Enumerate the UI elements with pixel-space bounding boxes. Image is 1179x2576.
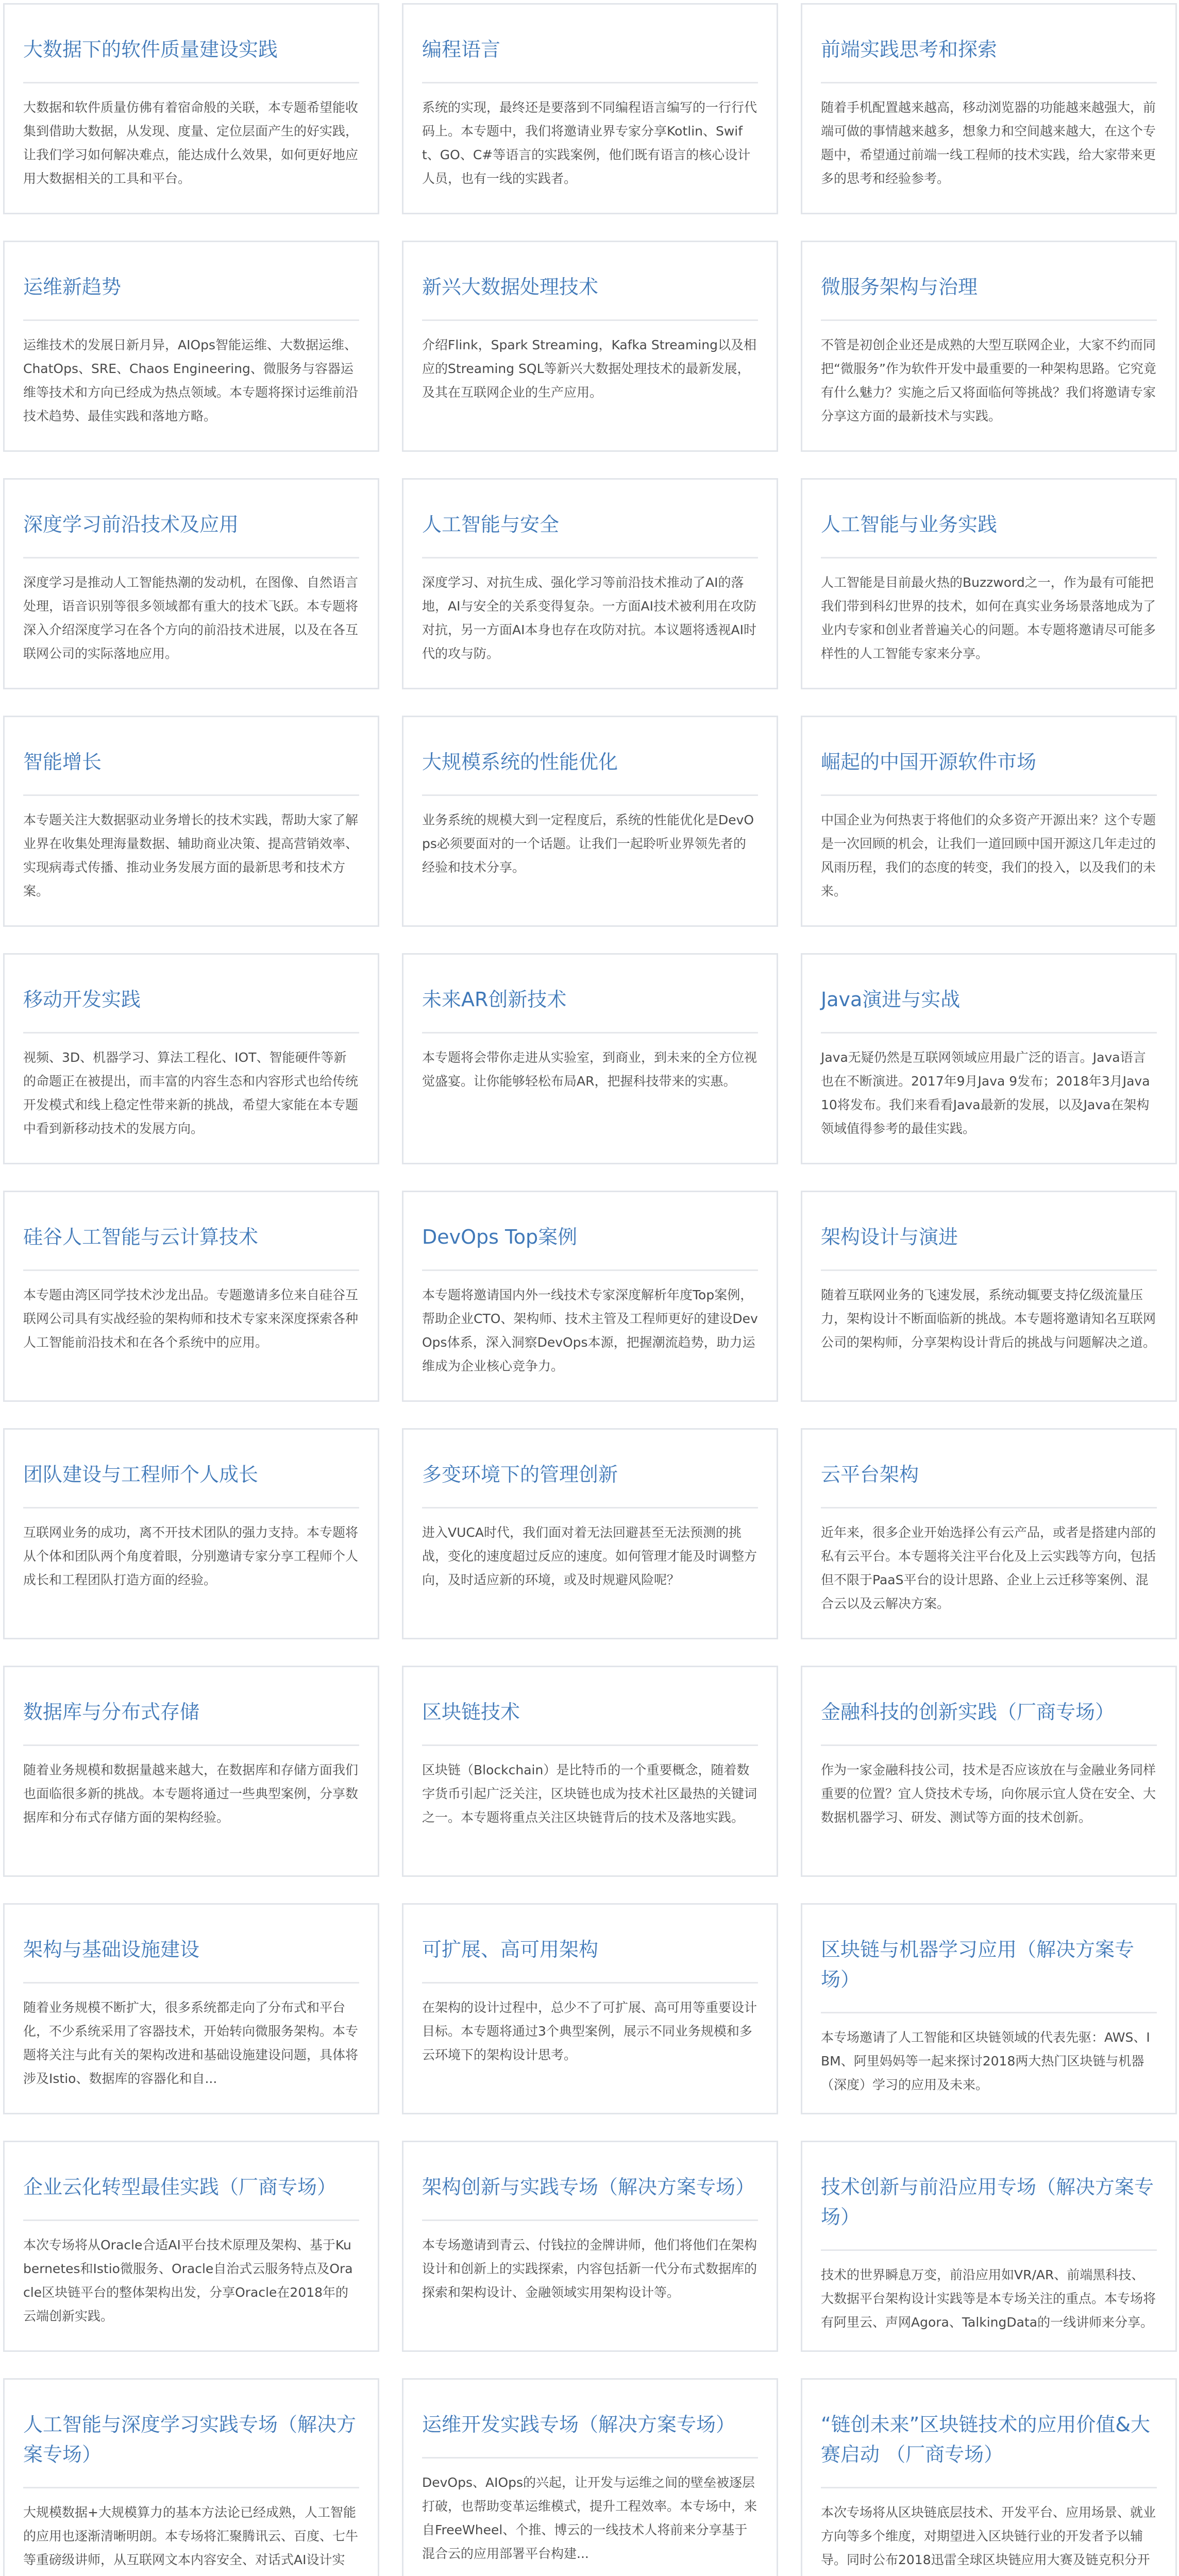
topic-description: 系统的实现，最终还是要落到不同编程语言编写的一行行代码上。本专题中，我们将邀请业界专家分享Kotlin、Swift、GO、C#等语言的实践案例，他们既有语言的核心设计人员，也有一线的实践者。 bbox=[422, 100, 757, 186]
topic-card[interactable] bbox=[801, 3, 1177, 214]
topic-title[interactable]: 前端实践思考和探索 bbox=[821, 35, 1157, 83]
topic-title[interactable]: 企业云化转型最佳实践（厂商专场） bbox=[23, 2172, 359, 2221]
topic-description: 本专题由湾区同学技术沙龙出品。专题邀请多位来自硅谷互联网公司具有实战经验的架构师和技术专家来深度探索各种人工智能前沿技术和在各个系统中的应用。 bbox=[23, 1287, 359, 1350]
topic-title[interactable]: 新兴大数据处理技术 bbox=[422, 272, 758, 321]
topic-description: 中国企业为何热衷于将他们的众多资产开源出来？这个专题是一次回顾的机会，让我们一道回顾中国开源这几年走过的风雨历程，我们的态度的转变，我们的投入，以及我们的未来。 bbox=[821, 812, 1156, 899]
topic-card[interactable] bbox=[3, 3, 379, 214]
topic-description: 大规模数据+大规模算力的基本方法论已经成熟，人工智能的应用也逐渐清晰明朗。本专场将汇聚腾讯云、百度、七牛等重磅级讲师，从互联网文本内容安全、对话式AI设计实 bbox=[23, 2505, 359, 2567]
topic-title[interactable]: Java演进与实战 bbox=[821, 985, 1157, 1033]
topic-card[interactable] bbox=[3, 716, 379, 927]
topic-description: 进入VUCA时代，我们面对着无法回避甚至无法预测的挑战，变化的速度超过反应的速度。如何管理才能及时调整方向，及时适应新的环境，或及时规避风险呢？ bbox=[422, 1525, 757, 1587]
topic-card[interactable] bbox=[3, 241, 379, 452]
topic-title[interactable]: 大数据下的软件质量建设实践 bbox=[23, 35, 359, 83]
topic-description: 互联网业务的成功，离不开技术团队的强力支持。本专题将从个体和团队两个角度着眼，分别邀请专家分享工程师个人成长和工程团队打造方面的经验。 bbox=[23, 1525, 359, 1587]
topic-description: 介绍Flink，Spark Streaming，Kafka Streaming以及相应的Streaming SQL等新兴大数据处理技术的最新发展，及其在互联网企业的生产应用。 bbox=[422, 337, 756, 400]
topic-description: 作为一家金融科技公司，技术是否应该放在与金融业务同样重要的位置？宜人贷技术专场，向你展示宜人贷在安全、大数据机器学习、研发、测试等方面的技术创新。 bbox=[821, 1762, 1156, 1825]
topic-card[interactable] bbox=[402, 478, 778, 689]
topic-card[interactable] bbox=[402, 1428, 778, 1639]
topic-title[interactable]: 编程语言 bbox=[422, 35, 758, 83]
topic-description: 本专题将会带你走进从实验室，到商业，到未来的全方位视觉盛宴。让你能够轻松布局AR，把握科技带来的实惠。 bbox=[422, 1050, 757, 1089]
topic-card[interactable] bbox=[3, 478, 379, 689]
topic-title[interactable]: 人工智能与深度学习实践专场（解决方案专场） bbox=[23, 2410, 359, 2488]
topic-title[interactable]: 人工智能与安全 bbox=[422, 510, 758, 558]
topic-title[interactable]: 智能增长 bbox=[23, 747, 359, 796]
topic-description: Java无疑仍然是互联网领域应用最广泛的语言。Java语言也在不断演进。2017年9月Java 9发布；2018年3月Java 10将发布。我们来看看Java最新的发展，以及Java在架构领域值得参考的最佳实践。 bbox=[821, 1050, 1150, 1136]
topic-card[interactable] bbox=[801, 716, 1177, 927]
topic-title[interactable]: 团队建设与工程师个人成长 bbox=[23, 1460, 359, 1509]
topic-card[interactable] bbox=[402, 241, 778, 452]
topic-card[interactable] bbox=[3, 2141, 379, 2352]
topic-title[interactable]: 区块链与机器学习应用（解决方案专场） bbox=[821, 1935, 1157, 2013]
topic-title[interactable]: 运维开发实践专场（解决方案专场） bbox=[422, 2410, 758, 2459]
topic-card[interactable] bbox=[402, 716, 778, 927]
topic-description: 大数据和软件质量仿佛有着宿命般的关联，本专题希望能收集到借助大数据，从发现、度量、定位层面产生的好实践，让我们学习如何解决难点，能达成什么效果，如何更好地应用大数据相关的工具和平台。 bbox=[23, 100, 359, 186]
topic-description: 技术的世界瞬息万变，前沿应用如VR/AR、前端黑科技、大数据平台架构设计实践等是本专场关注的重点。本专场将有阿里云、声网Agora、TalkingData的一线讲师来分享。 bbox=[821, 2267, 1156, 2330]
topic-title[interactable]: 人工智能与业务实践 bbox=[821, 510, 1157, 558]
topic-card[interactable] bbox=[402, 2378, 778, 2576]
topic-title[interactable]: 金融科技的创新实践（厂商专场） bbox=[821, 1697, 1157, 1746]
topic-description: 在架构的设计过程中，总少不了可扩展、高可用等重要设计目标。本专题将通过3个典型案例，展示不同业务规模和多云环境下的架构设计思考。 bbox=[422, 2000, 757, 2062]
topic-title[interactable]: 架构与基础设施建设 bbox=[23, 1935, 359, 1984]
topic-card[interactable] bbox=[3, 1666, 379, 1877]
topic-card[interactable] bbox=[801, 1191, 1177, 1402]
topic-description: 本次专场将从区块链底层技术、开发平台、应用场景、就业方向等多个维度，对期望进入区块链行业的开发者予以辅导。同时公布2018迅雷全球区块链应用大赛及链克积分开 bbox=[821, 2505, 1156, 2567]
topic-card[interactable] bbox=[402, 2141, 778, 2352]
topic-title[interactable]: “链创未来”区块链技术的应用价值&大赛启动 （厂商专场） bbox=[821, 2410, 1157, 2488]
topic-description: 随着手机配置越来越高，移动浏览器的功能越来越强大，前端可做的事情越来越多，想象力和空间越来越大，在这个专题中，希望通过前端一线工程师的技术实践，给大家带来更多的思考和经验参考。 bbox=[821, 100, 1156, 186]
topic-description: 视频、3D、机器学习、算法工程化、IOT、智能硬件等新的命题正在被提出，而丰富的内容生态和内容形式也给传统开发模式和线上稳定性带来新的挑战，希望大家能在本专题中看到新移动技术的发展方向。 bbox=[23, 1050, 359, 1136]
topic-card[interactable] bbox=[801, 2141, 1177, 2352]
topic-card[interactable] bbox=[402, 953, 778, 1164]
topic-description: 人工智能是目前最火热的Buzzword之一，作为最有可能把我们带到科幻世界的技术，如何在真实业务场景落地成为了业内专家和创业者普遍关心的问题。本专题将邀请尽可能多样性的人工智能专家来分享。 bbox=[821, 575, 1156, 661]
topic-title[interactable]: 架构设计与演进 bbox=[821, 1222, 1157, 1271]
topic-description: 随着业务规模和数据量越来越大，在数据库和存储方面我们也面临很多新的挑战。本专题将通过一些典型案例，分享数据库和分布式存储方面的架构经验。 bbox=[23, 1762, 359, 1825]
topic-title[interactable]: 运维新趋势 bbox=[23, 272, 359, 321]
topic-description: 深度学习是推动人工智能热潮的发动机，在图像、自然语言处理，语音识别等很多领域都有重大的技术飞跃。本专题将深入介绍深度学习在各个方向的前沿技术进展，以及在各互联网公司的实际落地应用。 bbox=[23, 575, 359, 661]
topic-title[interactable]: 硅谷人工智能与云计算技术 bbox=[23, 1222, 359, 1271]
topic-title[interactable]: 多变环境下的管理创新 bbox=[422, 1460, 758, 1509]
topic-card[interactable] bbox=[3, 1191, 379, 1402]
topic-card[interactable] bbox=[3, 1428, 379, 1639]
topic-description: 区块链（Blockchain）是比特币的一个重要概念，随着数字货币引起广泛关注，区块链也成为技术社区最热的关键词之一。本专题将重点关注区块链背后的技术及落地实践。 bbox=[422, 1762, 757, 1825]
topic-title[interactable]: DevOps Top案例 bbox=[422, 1222, 758, 1271]
topic-title[interactable]: 区块链技术 bbox=[422, 1697, 758, 1746]
topic-description: 不管是初创企业还是成熟的大型互联网企业，大家不约而同把“微服务”作为软件开发中最重要的一种架构思路。它究竟有什么魅力？实施之后又将面临何等挑战？我们将邀请专家分享这方面的最新技术与实践。 bbox=[821, 337, 1156, 423]
topic-card[interactable] bbox=[3, 1903, 379, 2114]
topic-description: 随着业务规模不断扩大，很多系统都走向了分布式和平台化，不少系统采用了容器技术，开始转向微服务架构。本专题将关注与此有关的架构改进和基础设施建设问题，具体将涉及Istio、数据库的容器化和自... bbox=[23, 2000, 359, 2086]
topic-description: 本专场邀请到青云、付钱拉的金牌讲师，他们将他们在架构设计和创新上的实践探索，内容包括新一代分布式数据库的探索和架构设计、金融领域实用架构设计等。 bbox=[422, 2238, 757, 2300]
topic-title[interactable]: 架构创新与实践专场（解决方案专场） bbox=[422, 2172, 758, 2221]
topic-card[interactable] bbox=[402, 3, 778, 214]
topic-title[interactable]: 大规模系统的性能优化 bbox=[422, 747, 758, 796]
topic-description: 运维技术的发展日新月异，AIOps智能运维、大数据运维、ChatOps、SRE、Chaos Engineering、微服务与容器运维等技术和方向已经成为热点领域。本专题将探讨运维前沿技术趋势、最佳实践和落地方略。 bbox=[23, 337, 359, 423]
topic-card[interactable] bbox=[402, 1903, 778, 2114]
topic-card[interactable] bbox=[801, 1666, 1177, 1877]
topic-card[interactable] bbox=[801, 1428, 1177, 1639]
topic-description: 随着互联网业务的飞速发展，系统动辄要支持亿级流量压力，架构设计不断面临新的挑战。本专题将邀请知名互联网公司的架构师，分享架构设计背后的挑战与问题解决之道。 bbox=[821, 1287, 1156, 1350]
topic-card[interactable] bbox=[801, 241, 1177, 452]
topic-title[interactable]: 深度学习前沿技术及应用 bbox=[23, 510, 359, 558]
topic-description: 业务系统的规模大到一定程度后，系统的性能优化是DevOps必须要面对的一个话题。让我们一起聆听业界领先者的经验和技术分享。 bbox=[422, 812, 754, 875]
topic-description: 深度学习、对抗生成、强化学习等前沿技术推动了AI的落地，AI与安全的关系变得复杂。一方面AI技术被利用在攻防对抗，另一方面AI本身也存在攻防对抗。本议题将透视AI时代的攻与防。 bbox=[422, 575, 756, 661]
topic-description: 本次专场将从Oracle合适AI平台技术原理及架构、基于Kubernetes和Istio微服务、Oracle自治式云服务特点及Oracle区块链平台的整体架构出发，分享Oracle在2018年的云端创新实践。 bbox=[23, 2238, 353, 2324]
topic-title[interactable]: 云平台架构 bbox=[821, 1460, 1157, 1509]
topic-card[interactable] bbox=[3, 2378, 379, 2576]
topic-title[interactable]: 可扩展、高可用架构 bbox=[422, 1935, 758, 1984]
topic-card[interactable] bbox=[801, 953, 1177, 1164]
topic-card[interactable] bbox=[801, 1903, 1177, 2114]
topic-title[interactable]: 数据库与分布式存储 bbox=[23, 1697, 359, 1746]
topic-title[interactable]: 移动开发实践 bbox=[23, 985, 359, 1033]
topic-title[interactable]: 崛起的中国开源软件市场 bbox=[821, 747, 1157, 796]
topic-card[interactable] bbox=[402, 1191, 778, 1402]
topic-title[interactable]: 微服务架构与治理 bbox=[821, 272, 1157, 321]
topic-card[interactable] bbox=[3, 953, 379, 1164]
topic-title[interactable]: 未来AR创新技术 bbox=[422, 985, 758, 1033]
topic-description: DevOps、AIOps的兴起，让开发与运维之间的壁垒被逐层打破，也帮助变革运维模式，提升工程效率。本专场中，来自FreeWheel、个推、博云的一线技术人将前来分享基于混合云的应用部署平台构建... bbox=[422, 2475, 757, 2561]
topic-card[interactable] bbox=[402, 1666, 778, 1877]
topic-description: 本专题将邀请国内外一线技术专家深度解析年度Top案例，帮助企业CTO、架构师、技术主管及工程师更好的建设DevOps体系，深入洞察DevOps本源，把握潮流趋势，助力运维成为企业核心竞争力。 bbox=[422, 1287, 758, 1374]
topic-description: 本专场邀请了人工智能和区块链领域的代表先驱：AWS、IBM、阿里妈妈等一起来探讨2018两大热门区块链与机器（深度）学习的应用及未来。 bbox=[821, 2030, 1150, 2092]
topic-description: 本专题关注大数据驱动业务增长的技术实践，帮助大家了解业界在收集处理海量数据、辅助商业决策、提高营销效率、实现病毒式传播、推动业务发展方面的最新思考和技术方案。 bbox=[23, 812, 359, 899]
topic-card[interactable] bbox=[801, 478, 1177, 689]
topic-title[interactable]: 技术创新与前沿应用专场（解决方案专场） bbox=[821, 2172, 1157, 2251]
topic-card[interactable] bbox=[801, 2378, 1177, 2576]
topic-description: 近年来，很多企业开始选择公有云产品，或者是搭建内部的私有云平台。本专题将关注平台化及上云实践等方向，包括但不限于PaaS平台的设计思路、企业上云迁移等案例、混合云以及云解决方案。 bbox=[821, 1525, 1156, 1611]
